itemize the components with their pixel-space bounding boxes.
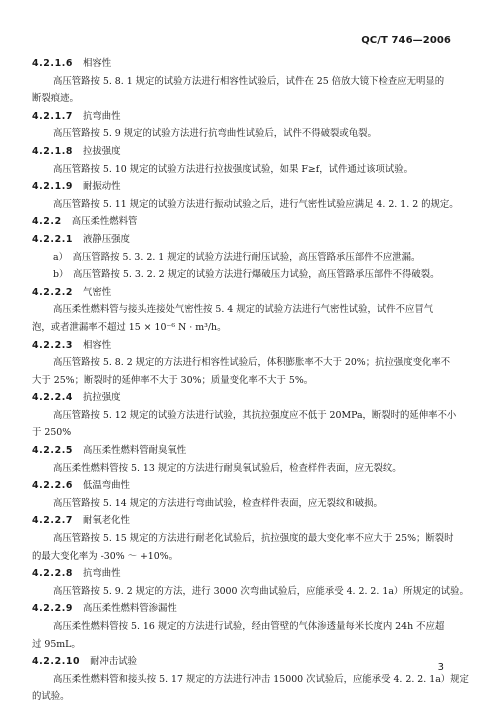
section-heading bbox=[32, 337, 452, 355]
section-heading bbox=[32, 143, 452, 161]
section-number: 4.2.1.9 bbox=[32, 181, 73, 193]
paragraph-line: 高压管路按 5. 8. 2 规定的方法进行相容性试验后，体积膨胀率不大于 20%；抗拉强度变化率不 bbox=[53, 357, 451, 369]
section-heading bbox=[32, 108, 452, 126]
paragraph-line: 大于 25%；断裂时的延伸率不大于 30%；质量变化率不大于 5%。 bbox=[32, 374, 314, 386]
paragraph-line: 高压柔性燃料管和接头按 5. 17 规定的方法进行冲击 15000 次试验后，应能承受 4. 2. 2. 1a）规定 bbox=[53, 673, 469, 685]
paragraph-line: b） 高压管路按 5. 3. 2. 2 规定的试验方法进行爆破压力试验，高压管路承压部件不得破裂。 bbox=[53, 269, 440, 281]
paragraph-line: 高压柔性燃料管按 5. 13 规定的方法进行耐臭氧试验后，检查样件表面，应无裂纹。 bbox=[53, 462, 402, 474]
section-heading bbox=[32, 512, 452, 530]
section-heading bbox=[32, 213, 452, 231]
section-title: 相容性 bbox=[82, 339, 112, 351]
section-title: 拉拔强度 bbox=[82, 145, 121, 157]
paragraph-line: 高压管路按 5. 8. 1 规定的试验方法进行相容性试验后，试件在 25 倍放大镜下检查应无明显的 bbox=[53, 75, 445, 87]
section-heading bbox=[32, 600, 452, 618]
paragraph-line: 的试验。 bbox=[32, 691, 70, 703]
section-title: 高压柔性燃料管 bbox=[71, 216, 138, 228]
section-title: 抗拉强度 bbox=[82, 392, 121, 404]
paragraph-line: 于 250% bbox=[32, 427, 72, 439]
section-title: 低温弯曲性 bbox=[82, 480, 130, 492]
section-heading bbox=[32, 389, 452, 407]
section-title: 高压柔性燃料管耐臭氧性 bbox=[82, 445, 187, 457]
paragraph-line: 高压管路按 5. 12 规定的试验方法进行试验，其抗拉强度应不低于 20MPa，断裂时的延伸率不小 bbox=[53, 409, 457, 421]
section-heading bbox=[32, 231, 452, 249]
section-heading bbox=[32, 565, 452, 583]
paragraph-line: a） 高压管路按 5. 3. 2. 1 规定的试验方法进行耐压试验，高压管路承压部件不应泄漏。 bbox=[53, 251, 421, 263]
paragraph-line: 高压管路按 5. 10 规定的试验方法进行拉拔强度试验，如果 F≥f，试件通过该项试验。 bbox=[53, 163, 414, 175]
section-number: 4.2.2.6 bbox=[32, 480, 73, 492]
section-heading bbox=[32, 55, 452, 73]
section-number: 4.2.2.3 bbox=[32, 339, 73, 351]
section-heading bbox=[32, 442, 452, 460]
page-number: 3 bbox=[437, 662, 444, 673]
section-title: 耐冲击试验 bbox=[90, 656, 137, 668]
section-title: 耐振动性 bbox=[82, 181, 121, 193]
paragraph-line: 高压管路按 5. 14 规定的方法进行弯曲试验，检查样件表面，应无裂纹和破损。 bbox=[53, 497, 383, 509]
paragraph-line: 高压管路按 5. 9 规定的试验方法进行抗弯曲性试验后，试件不得破裂或龟裂。 bbox=[53, 128, 377, 140]
section-number: 4.2.1.7 bbox=[32, 110, 73, 122]
section-title: 气密性 bbox=[82, 286, 112, 298]
section-title: 耐氧老化性 bbox=[82, 515, 130, 527]
section-number: 4.2.2.7 bbox=[32, 515, 73, 527]
section-number: 4.2.1.6 bbox=[32, 58, 73, 69]
section-number: 4.2.2.1 bbox=[32, 233, 73, 245]
section-title: 抗弯曲性 bbox=[82, 110, 121, 122]
section-heading bbox=[32, 653, 452, 671]
paragraph-line: 泡，或者泄漏率不超过 15 × 10⁻⁶ N · m³/h。 bbox=[32, 321, 227, 333]
section-number: 4.2.2.5 bbox=[32, 445, 73, 457]
section-title: 抗弯曲性 bbox=[82, 568, 121, 580]
section-number: 4.2.2 bbox=[32, 216, 62, 228]
paragraph-line: 断裂痕迹。 bbox=[32, 93, 79, 105]
section-number: 4.2.2.10 bbox=[32, 656, 81, 668]
paragraph-line: 高压柔性燃料管按 5. 16 规定的方法进行试验，经由管壁的气体渗透量每米长度内 24h 不应超 bbox=[53, 621, 445, 632]
section-heading bbox=[32, 477, 452, 495]
section-heading bbox=[32, 284, 452, 302]
paragraph-line: 过 95mL。 bbox=[32, 638, 81, 650]
section-title: 液静压强度 bbox=[82, 233, 130, 245]
section-number: 4.2.2.2 bbox=[32, 286, 73, 298]
section-number: 4.2.1.8 bbox=[32, 145, 73, 157]
section-title: 高压柔性燃料管渗漏性 bbox=[82, 603, 177, 615]
section-heading bbox=[32, 178, 452, 196]
paragraph-line: 高压管路按 5. 9. 2 规定的方法，进行 3000 次弯曲试验后，应能承受 4. 2. 2. 1a）所规定的试验。 bbox=[53, 585, 469, 597]
paragraph-line: 高压管路按 5. 11 规定的试验方法进行振动试验之后，进行气密性试验应满足 4. 2. 1. 2 的规定。 bbox=[53, 198, 459, 210]
document-body bbox=[32, 55, 469, 706]
section-number: 4.2.2.9 bbox=[32, 603, 73, 615]
standard-code: QC/T 746—2006 bbox=[361, 35, 451, 46]
section-title: 相容性 bbox=[82, 58, 112, 69]
paragraph-line: 高压柔性燃料管与接头连接处气密性按 5. 4 规定的试验方法进行气密性试验，试件不应冒气 bbox=[53, 304, 434, 316]
section-number: 4.2.2.8 bbox=[32, 568, 73, 580]
section-number: 4.2.2.4 bbox=[32, 392, 73, 404]
paragraph-line: 高压管路按 5. 15 规定的方法进行耐老化试验后，抗拉强度的最大变化率不应大于 25%；断裂时 bbox=[53, 533, 454, 545]
paragraph-line: 的最大变化率为 -30% ～ +10%。 bbox=[32, 550, 179, 562]
